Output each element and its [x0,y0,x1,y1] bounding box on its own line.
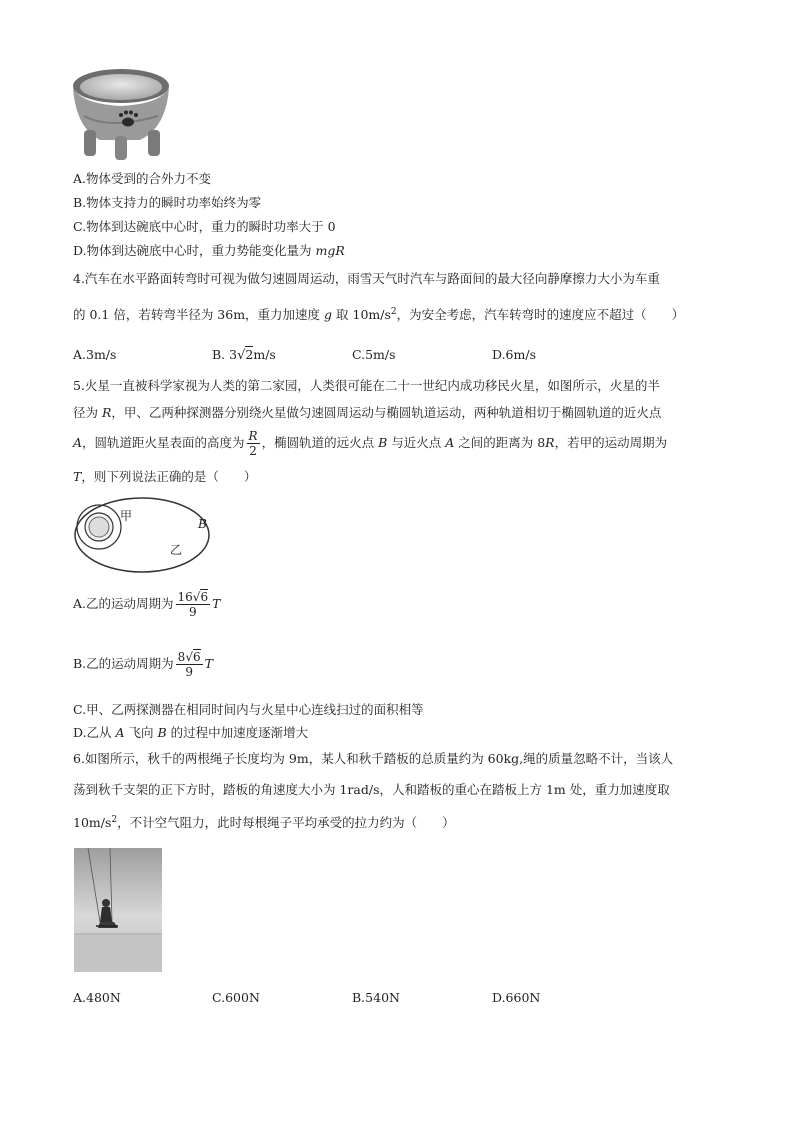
q4-stem-line2: 的 0.1 倍，若转弯半径为 36m，重力加速度 g 取 $10m/s^2$，为安全考虑，汽车转弯时的速度应不超过（ ） [73,307,685,323]
q3-option-c: C.物体到达碗底中心时，重力的瞬时功率大于 0 [73,219,336,234]
q4-option-d: D.6m/s [492,347,536,362]
q5-stem-line2: 径为 R，甲、乙两种探测器分别绕火星做匀速圆周运动与椭圆轨道运动，两种轨道相切于椭圆轨道的近火点 [73,405,662,420]
swing-photo [74,848,162,972]
q4-stem-line1: 4.汽车在水平路面转弯时可视为做匀速圆周运动，雨雪天气时汽车与路面间的最大径向静摩擦力大小为车重 [73,271,660,286]
q5-stem-line4: T，则下列说法正确的是（ ） [73,469,257,484]
q3-option-b: B.物体支持力的瞬时功率始终为零 [73,195,262,210]
label-yi: 乙 [170,543,183,557]
bowl-image [70,66,172,162]
orbit-figure [72,495,212,575]
q6-option-b: B.540N [352,990,400,1005]
q5-stem-line1: 5.火星一直被科学家视为人类的第二家园，人类很可能在二十一世纪内成功移民火星，如图所示，火星的半 [73,378,660,393]
q4-option-b: B. 3√2m/s [212,347,276,363]
q3-option-d: D.物体到达碗底中心时，重力势能变化量为 mgR [73,243,345,258]
q6-stem-line3: $10m/s^2$，不计空气阻力，此时每根绳子平均承受的拉力约为（ ） [73,815,455,831]
fraction-r-over-2: $\frac{R}{2}$ [248,429,258,458]
q6-stem-line2: 荡到秋千支架的正下方时，踏板的角速度大小为 1rad/s，人和踏板的重心在踏板上方 1m 处，重力加速度取 [73,782,670,797]
q5-stem-line3: A，圆轨道距火星表面的高度为 $\frac{R}{2}$ ，椭圆轨道的远火点 B 与近火点 A 之间的距离为 8R，若甲的运动周期为 [73,429,668,458]
q4-option-a: A.3m/s [73,347,117,362]
label-jia: 甲 [120,509,133,523]
label-b: B [198,517,207,531]
q5-option-b: B.乙的运动周期为 $\frac{8√6}{9}$ T [73,650,213,679]
q6-stem-line1: 6.如图所示，秋千的两根绳子长度均为 9m，某人和秋千踏板的总质量约为 60kg,绳的质量忽略不计，当该人 [73,751,674,766]
q6-option-c: C.600N [212,990,260,1005]
q3-option-a: A.物体受到的合外力不变 [73,171,212,186]
q6-option-d: D.660N [492,990,541,1005]
q5-option-d: D.乙从 A 飞向 B 的过程中加速度逐渐增大 [73,725,309,740]
q4-option-c: C.5m/s [352,347,396,362]
q5-option-c: C.甲、乙两探测器在相同时间内与火星中心连线扫过的面积相等 [73,702,424,717]
q5-option-a: A.乙的运动周期为 $\frac{16√6}{9}$ T [73,590,221,619]
q6-option-a: A.480N [73,990,121,1005]
